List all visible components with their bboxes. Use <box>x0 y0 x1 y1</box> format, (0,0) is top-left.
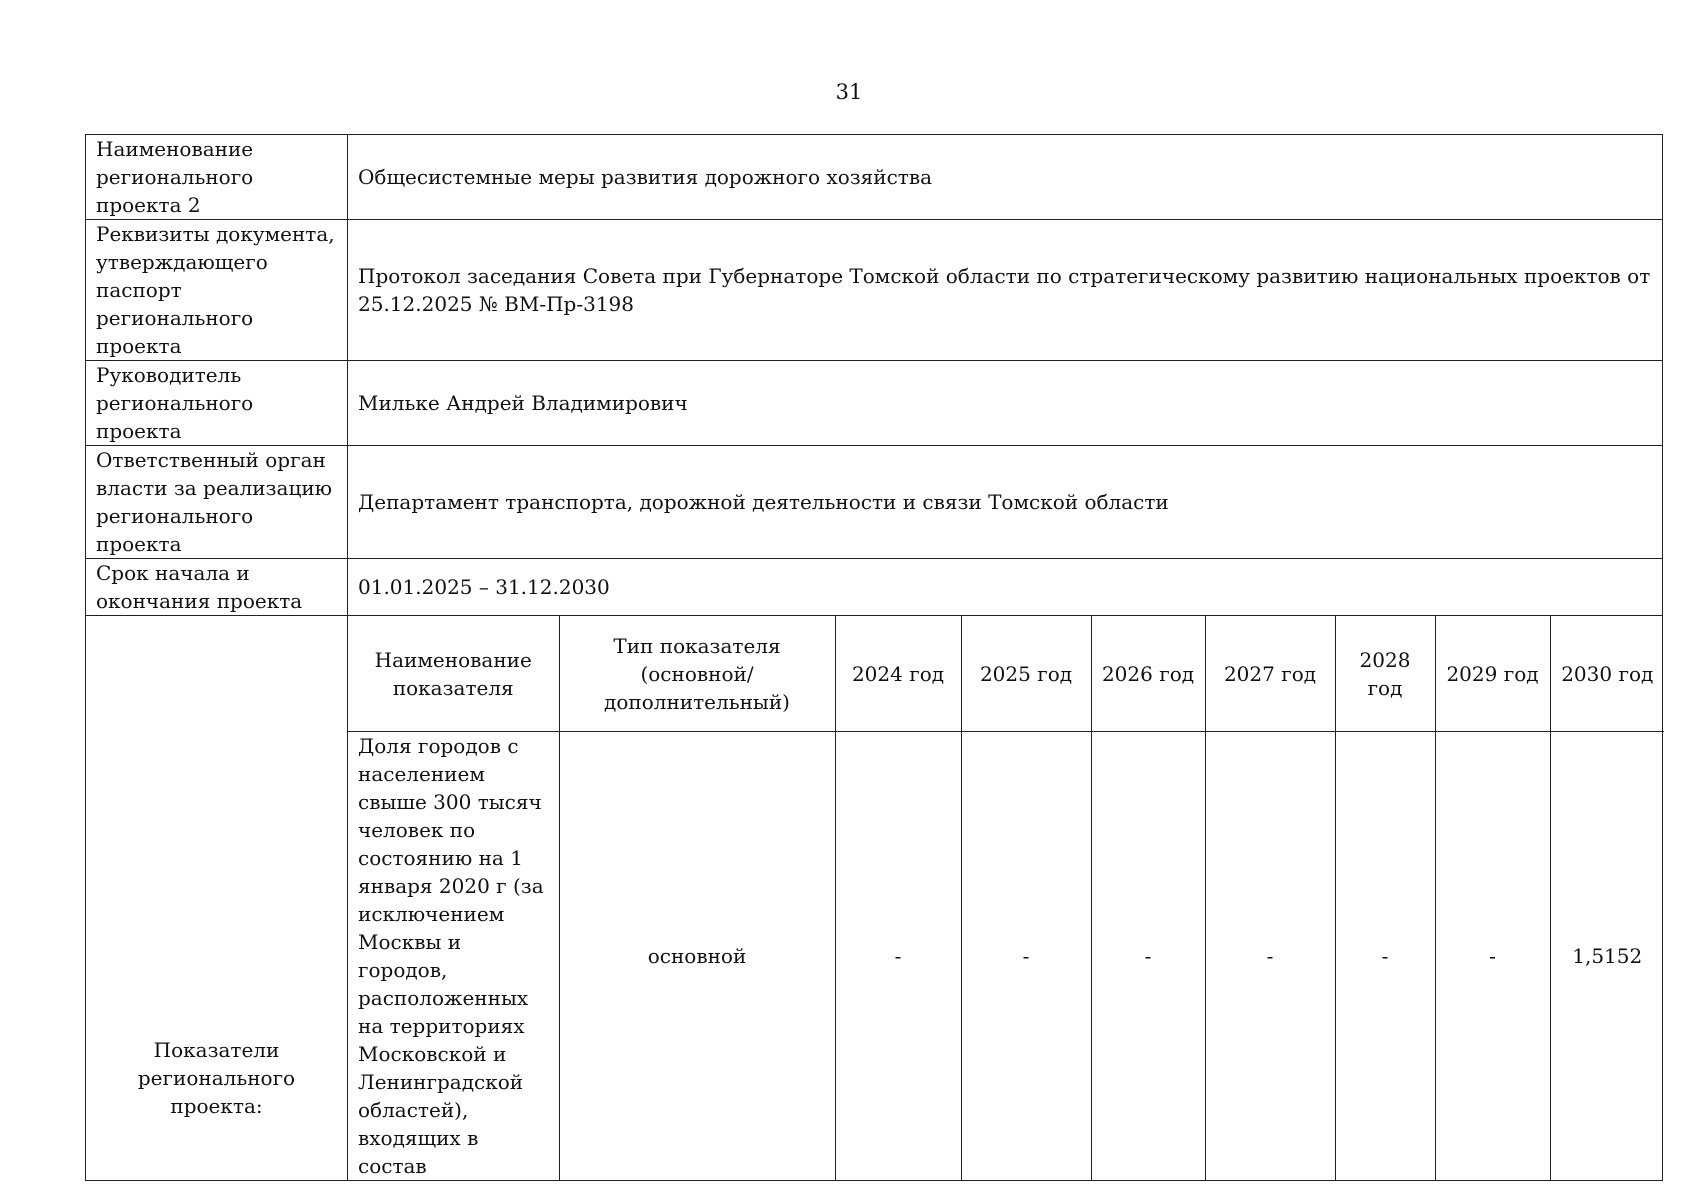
header-cell: Тип показателя (основной/ дополнительный) <box>559 616 835 732</box>
row-value: Протокол заседания Совета при Губернаторе Томской области по стратегическому развитию национальных проектов от 25.12.2025 № ВМ-Пр-3198 <box>348 220 1663 361</box>
project-passport-table <box>85 134 1663 1181</box>
indicator-value: - <box>1091 732 1205 1181</box>
page-number: 31 <box>835 80 863 104</box>
header-cell: 2028 год <box>1335 616 1435 732</box>
indicator-value: - <box>961 732 1091 1181</box>
row-label: Реквизиты документа, утверждающего паспорт регионального проекта <box>86 220 348 361</box>
passport-row-indicators <box>86 616 1663 1181</box>
indicator-value: - <box>835 732 961 1181</box>
header-cell: 2025 год <box>961 616 1091 732</box>
row-value: Мильке Андрей Владимирович <box>348 361 1663 446</box>
indicators-table <box>348 616 1664 1180</box>
passport-row-project-name <box>86 135 1663 220</box>
row-value: 01.01.2025 – 31.12.2030 <box>348 559 1663 616</box>
row-label: Срок начала и окончания проекта <box>86 559 348 616</box>
header-cell: 2030 год <box>1550 616 1664 732</box>
passport-row-leader <box>86 361 1663 446</box>
indicator-value: - <box>1335 732 1435 1181</box>
indicators-data-row <box>348 732 1664 1181</box>
header-cell: 2029 год <box>1435 616 1550 732</box>
header-cell: 2027 год <box>1205 616 1335 732</box>
header-cell: 2024 год <box>835 616 961 732</box>
row-label: Наименование регионального проекта 2 <box>86 135 348 220</box>
passport-row-document <box>86 220 1663 361</box>
indicator-value: 1,5152 <box>1550 732 1664 1181</box>
indicators-cell <box>348 616 1663 1181</box>
row-value: Общесистемные меры развития дорожного хозяйства <box>348 135 1663 220</box>
indicators-label: Показатели регионального проекта: <box>86 616 348 1181</box>
row-value: Департамент транспорта, дорожной деятельности и связи Томской области <box>348 446 1663 559</box>
indicators-header-row <box>348 616 1664 732</box>
passport-row-responsible-body <box>86 446 1663 559</box>
row-label: Ответственный орган власти за реализацию регионального проекта <box>86 446 348 559</box>
row-label: Руководитель регионального проекта <box>86 361 348 446</box>
indicator-type: основной <box>559 732 835 1181</box>
indicator-value: - <box>1435 732 1550 1181</box>
indicator-value: - <box>1205 732 1335 1181</box>
header-cell: 2026 год <box>1091 616 1205 732</box>
passport-row-term <box>86 559 1663 616</box>
indicator-name: Доля городов с населением свыше 300 тысяч человек по состоянию на 1 января 2020 г (за исключением Москвы и городов, расположенных на территориях Московской и Ленинградской областей), входящих в состав <box>348 732 559 1181</box>
header-cell: Наименование показателя <box>348 616 559 732</box>
